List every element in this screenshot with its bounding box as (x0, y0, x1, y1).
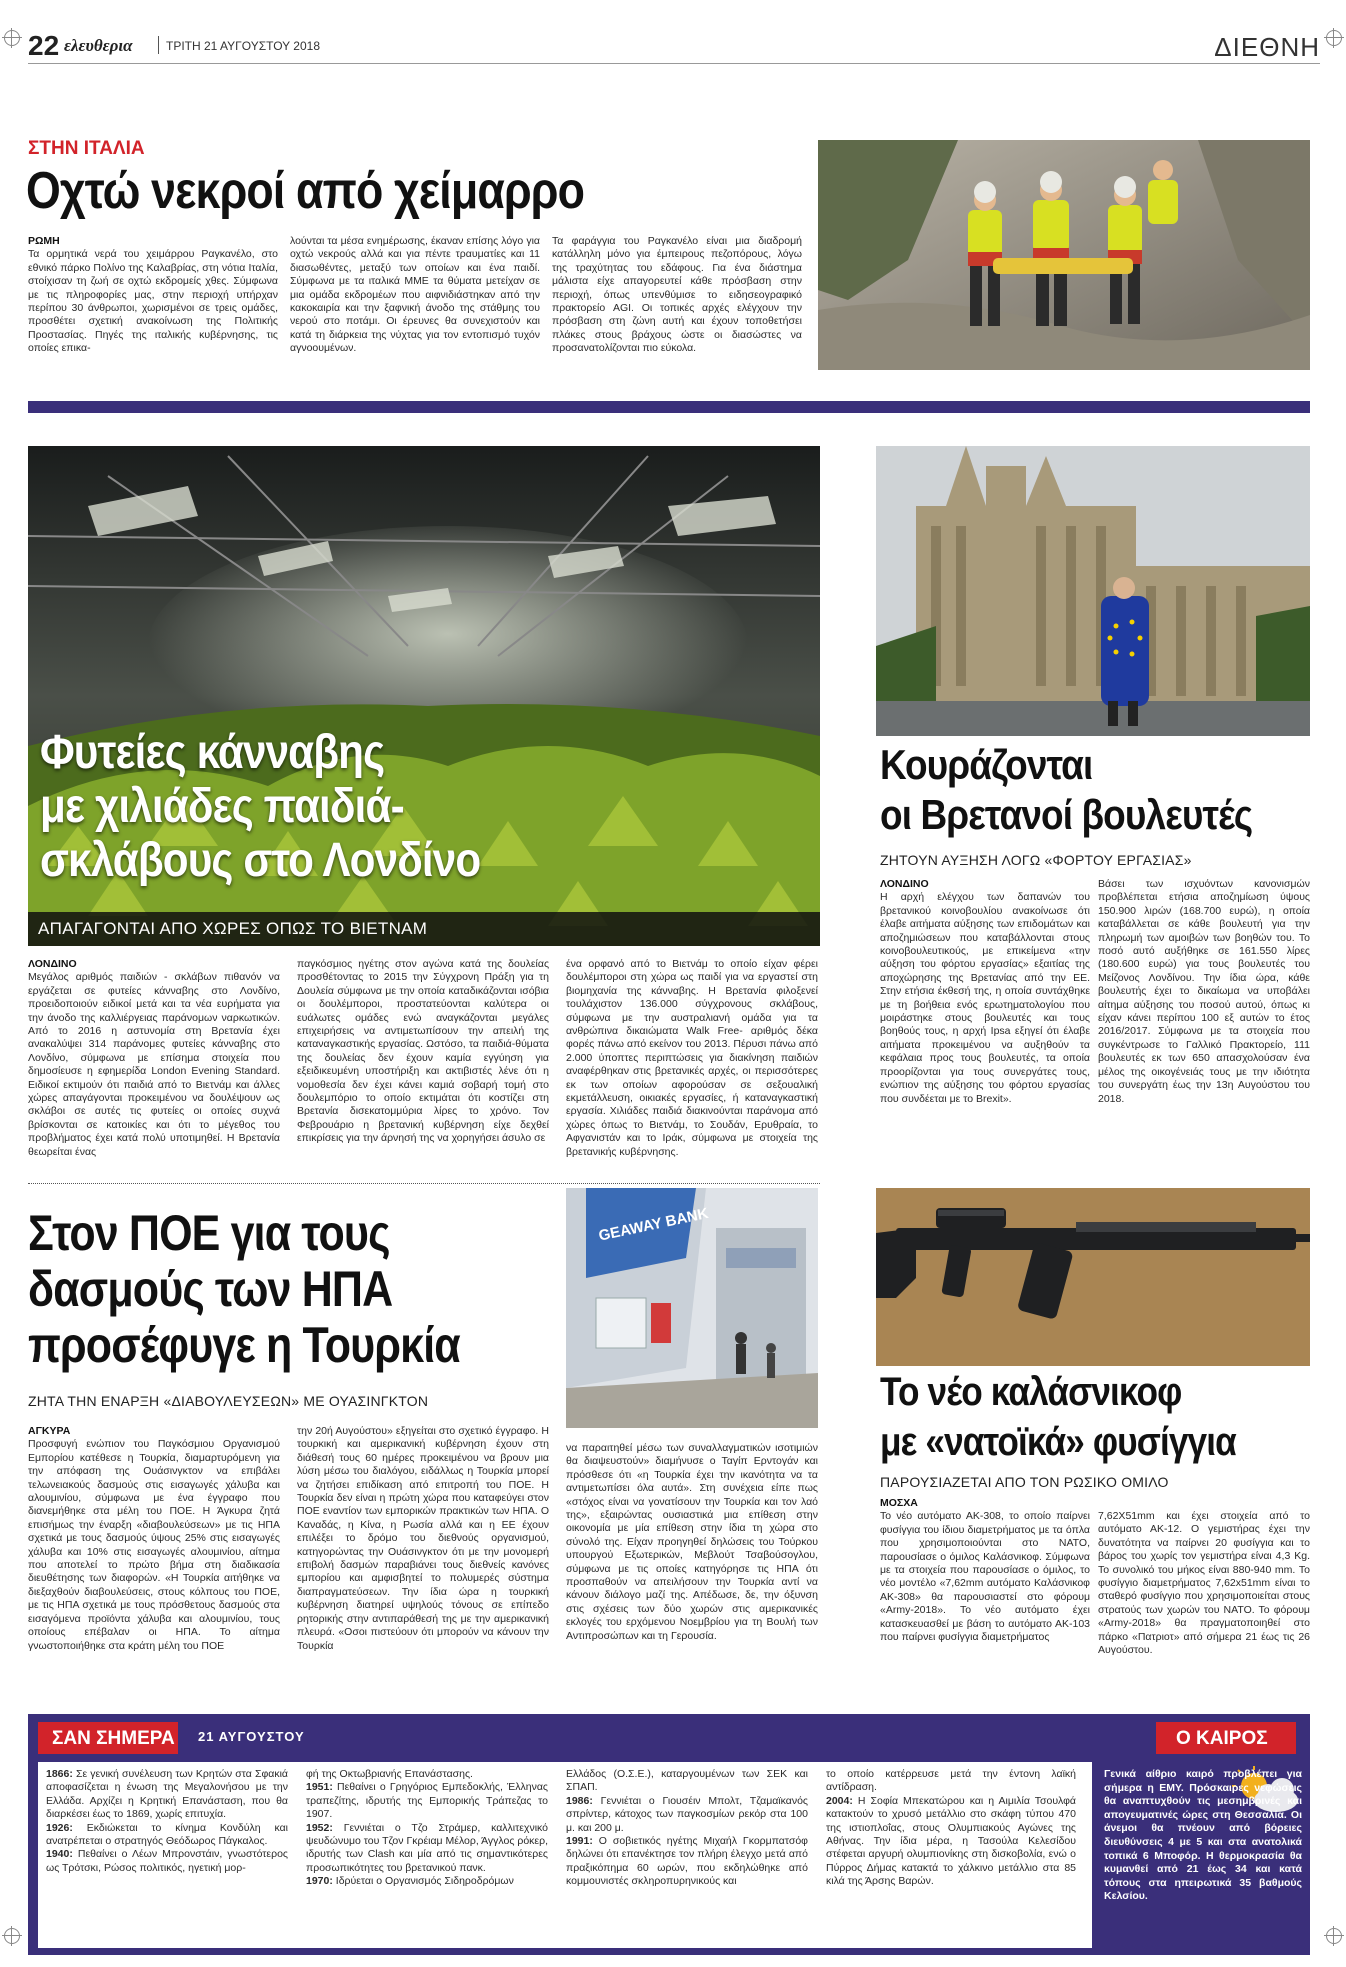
event-1940-cont-text: φή της Οκτωβριανής Επανάστασης. (306, 1768, 473, 1780)
mps-headline (880, 740, 1310, 840)
event-1926-text: Εκδιώκεται το κίνημα Κονδύλη και ανατρέπεται ο στρατηγός Θεόδωρος Πάγκαλος. (46, 1821, 288, 1848)
event-1926 (46, 1822, 288, 1849)
italy-column-3 (552, 235, 802, 356)
mps-text-1: Η αρχή ελέγχου των δαπανών του βρετανικού κοινοβουλίου ανακοίνωσε ότι έλαβε αιτήματα αύξησης των επιδομάτων και αποζημιώσεων που καταβάλλονται στους κοινοβουλευτικούς, με επικείμενα «την αύξηση του φόρτου εργασίας» εξαιτίας της αποχώρησης της Βρετανίας από την ΕΕ. Στην ετήσια έκθεσή της, η οποία συντάχθηκε με τη βοήθεια ενός ερωτηματολογίου που μοιράστηκε στους βουλευτές και τους βοηθούς τους, η αρχή Ipsa εξηγεί ότι έλαβε αιτήματα προκειμένου να αυξηθούν τα κεφάλαια προς τους βουλευτές, τα οποία προορίζονται για τους συνεργάτες τους, ενώπιον της αύξησης του φόρτου εργασίας που συνδέεται με το Brexit». (880, 891, 1090, 1105)
event-1866 (46, 1768, 288, 1822)
mps-headline-line-2: οι Βρετανοί βουλευτές (880, 791, 1253, 838)
kalashnikov-text-2: 7,62Χ51mm και έχει στοιχεία από το αυτόματο ΑΚ-12. Ο γεμιστήρας έχει την δυνατότητα να παίρνει 20 φυσίγγια και το βάρος του χωρίς τον γεμιστήρα είναι 4,3 Kg. Το συνολικό του μήκος είναι 880-940 mm. Το φυσίγγιο διαμετρήματος 7,62x51mm είναι το σταθερό φυσίγγιο που χρησιμοποιείται στους στρατούς των χωρών του ΝΑΤΟ. Το φόρουμ «Army-2018» θα πραγματοποιηθεί στο πάρκο «Πατριοτ» από σήμερα 21 έως τις 26 Αυγούστου. (1098, 1510, 1310, 1657)
bottom-band (28, 1714, 1310, 1955)
kalashnikov-headline (880, 1367, 1310, 1467)
event-2004-text: Η Σοφία Μπεκατώρου και η Αιμιλία Τσουλφά κατακτούν το χρυσό μετάλλιο στο σκάφη τύπου 470 της ιστιοπλοΐας, στους Ολυμπιακούς Αγώνες της Αθήνας. Την ίδια μέρα, η Τασούλα Κελεσίδου στέφεται αργυρή ολυμπιονίκης στη δισκοβολία, ενώ ο Πύρρος Δήμας κατακτά το χάλκινο μετάλλιο στα 85 κιλά της Άρσης Βαρών. (826, 1794, 1076, 1888)
event-1951 (306, 1781, 548, 1821)
kalashnikov-text-1: Το νέο αυτόματο ΑΚ-308, το οποίο παίρνει φυσίγγια του ίδιου διαμετρήματος με τα όπλα που χρησιμοποιούνται στο ΝΑΤΟ, παρουσίασε ο όμιλος Καλάσνικοφ. Σύμφωνα με τα στοιχεία που παρουσίασε ο όμιλος, το νέο μοντέλο «7,62mm αυτόματο Καλάσνικοφ ΑΚ-308» θα παρουσιαστεί στο φόρουμ «Army-2018». Το νέο αυτόματο έχει κατασκευασθεί με βάση το αυτόματο ΑΚ-103 που παίρνει φυσίγγια διαμετρήματος (880, 1510, 1090, 1644)
event-1940-year: 1940: (46, 1848, 73, 1861)
italy-text-1: Τα ορμητικά νερά του χειμάρρου Ραγκανέλο, στο εθνικό πάρκο Πολίνο της Καλαβρίας, στη νότια Ιταλία, στοίχισαν τη ζωή σε οχτώ εκδρομείς χθες. Σύμφωνα με τις πληροφορίες μας, στην περιοχή υπήρχαν περίπου 30 άνθρωποι, χωρισμένοι σε τρεις ομάδες, προσθέτει σχετική ανακοίνωση της Πολιτικής Προστασίας. Πηγές της ιταλικής κυβέρνησης, τις οποίες επικα- (28, 248, 278, 355)
event-1952-text: Γεννιέται ο Τζο Στράμερ, καλλιτεχνικό ψευδώνυμο του Τζον Γκρέιαμ Μέλορ, Άγγλος ρόκερ, ιδρυτής των Clash και μία από τις σημαντικότερες προσωπικότητες του βρετανικού πανκ. (306, 1821, 548, 1874)
turkey-text-2: την 20ή Αυγούστου» εξηγείται στο σχετικό έγγραφο. Η τουρκική και αμερικανική κυβέρνηση έχουν στη διάθεσή τους 60 ημέρες προκειμένου να βρουν μια λύση μέσω του διαλόγου, ειδάλλως η Τουρκία μπορεί να ζητήσει επιδίκαση από επιτροπή του ΠΟΕ. Η Τουρκία δεν είναι η πρώτη χώρα που καταφεύγει στον ΠΟΕ εναντίον των εμπορικών πρακτικών των ΗΠΑ. Ο Καναδάς, η Κίνα, η Ρωσία αλλά και η ΕΕ έχουν επιλέξει το δρόμο του διεθνούς οργανισμού, κατηγορώντας την Ουάσινγκτον ότι με την μονομερή επιβολή δασμών παραβιάνει τους διεθνείς κανόνες εμπορίου και αμφισβητεί το πολυμερές σύστημα διαπραγματεύσεων. Την ίδια ώρα η τουρκική κυβέρνηση διατηρεί υψηλούς τόνους σε επίπεδο ρητορικής στην αντιπαράθεσή της με την αμερικανική πλευρά. «Οσοι πιστεύουν ότι μπορούν να κάνουν την Τουρκία (297, 1425, 549, 1652)
event-1970-year: 1970: (306, 1875, 333, 1888)
san-simera-date: 21 ΑΥΓΟΥΣΤΟΥ (198, 1729, 305, 1744)
san-simera-title-box (38, 1722, 178, 1754)
paper-name: ελευθερια (64, 36, 133, 55)
event-1970-cont (566, 1768, 808, 1795)
cannabis-headline-line-1: Φυτείες κάνναβης (40, 726, 385, 779)
section-title: ΔΙΕΘΝΗ (1214, 32, 1320, 62)
event-1970 (306, 1875, 548, 1888)
event-1951-text: Πεθαίνει ο Γρηγόριος Εμπεδοκλής, Έλληνας τραπεζίτης, ιδρυτής της Εμπορικής Τράπεζας το 1907. (306, 1781, 548, 1821)
kalashnikov-dateline: ΜΟΣΧΑ (880, 1497, 918, 1509)
cannabis-text-2: παγκόσμιος ηγέτης στον αγώνα κατά της δουλείας προσθέτοντας το 2015 την Σύγχρονη Πράξη για τη Δουλεία σύμφωνα με την οποία καταδικάζονται ισόβια οι δουλέμποροι, προστατεύονται καλύτερα οι ευάλωτες ομάδες ενώ αναγκάζονται μεγάλες επιχειρήσεις να αντιμετωπίσουν την απειλή της καταναγκαστικής εργασίας. Ωστόσο, τα παιδιά-θύματα της δουλείας δεν έχουν καμία εγγύηση για εξειδικευμένη υποστήριξη και ακτιβιστές λένε ότι η νομοθεσία δεν έχει κάνει καμιά σοβαρή τομή στο δουλεμπόριο το οποίο εκτιμάται ότι κοστίζει στη Βρετανία δισεκατομμύρια λίρες το χρόνο. Τον Φεβρουάριο η βρετανική κυβέρνηση είχε δεχθεί επικρίσεις για την άρνησή της να χορηγήσει άσυλο σε (297, 958, 549, 1145)
bank-photo (566, 1188, 818, 1428)
turkey-headline-line-3: προσέφυγε η Τουρκία (28, 1317, 460, 1373)
kalashnikov-subhead: ΠΑΡΟΥΣΙΑΖΕΤΑΙ ΑΠΟ ΤΟΝ ΡΩΣΙΚΟ ΟΜΙΛΟ (880, 1474, 1169, 1490)
turkey-headline (28, 1205, 588, 1373)
event-1991-cont (826, 1768, 1076, 1795)
rifle-photo (876, 1188, 1310, 1366)
turkey-column-2 (297, 1425, 549, 1653)
italy-text-2: λούνται τα μέσα ενημέρωσης, έκαναν επίσης λόγο για οχτώ νεκρούς αλλά και για πέντε τραυματίες και 11 διασωθέντες, μεταξύ των οποίων και ένα παιδί. Σύμφωνα με τα ιταλικά ΜΜΕ τα θύματα μετείχαν σε μια ομάδα εκδρομέων που αιφνιδιάστηκαν από την κακοκαιρία και την ξαφνική άνοδο της στάθμης του νερού στο ποτάμι. Οι έρευνες θα συνεχιστούν και κατά τη διάρκεια της νύχτας για τον εντοπισμό τυχόν αγνοουμένων. (290, 235, 540, 355)
cannabis-text-3: ένα ορφανό από το Βιετνάμ το οποίο είχαν φέρει δουλέμποροι στη χώρα ως παιδί για να εργαστεί στη βιομηχανία της κάνναβης. Η Βρετανία φιλοξενεί τουλάχιστον 136.000 σύγχρονους σκλάβους, σύμφωνα με την αυστραλιανή ομάδα για τα ανθρώπινα δικαιώματα Walk Free- αριθμός δέκα φορές πάνω από εκείνον του 2013. Πέρυσι πάνω από 2.000 ύποπτες περιπτώσεις για διακίνηση παιδιών αναφέρθηκαν στις βρετανικές αρχές, οι περισσότερες εκ των οποίων αφορούσαν σε σεξουαλική εκμετάλλευση, οικιακές εργασίες, ή καταναγκαστική εργασία. Χιλιάδες παιδιά διακινούνται παράνομα από χώρες όπως το Βιετνάμ, το Σουδάν, Ερυθραία, το Αφγανιστάν και το Ιράκ, σύμφωνα με στοιχεία της βρετανικής κυβέρνησης. (566, 958, 818, 1158)
weather-title: Ο ΚΑΙΡΟΣ (1176, 1728, 1268, 1749)
italy-kicker: ΣΤΗΝ ΙΤΑΛΙΑ (28, 138, 145, 159)
event-1926-year: 1926: (46, 1821, 73, 1834)
event-2004-year: 2004: (826, 1794, 853, 1807)
event-1991-cont-text: το οποίο κατέρρευσε μετά την έντονη λαϊκή αντίδραση. (826, 1768, 1076, 1794)
mps-text-2: Βάσει των ισχυόντων κανονισμών προβλέπεται ετήσια αποζημίωση ύψους 150.900 λιρών (168.700 ευρώ), η οποία καταβάλλεται σε κάθε βουλευτή για την πληρωμή των αμοιβών των βοηθών του. Το ποσό αυτό αυξήθηκε σε 161.550 λίρες (180.600 ευρώ) για τους βουλευτές του Μείζονος Λονδίνου. Την ίδια ώρα, κάθε βουλευτής έχει το δικαίωμα να υποβάλει αίτημα αύξησης του ποσού αυτού, όπως κι είχαν κάνει περίπου 100 εξ αυτών το έτος 2016/2017. Σύμφωνα με τα στοιχεία που συγκέντρωσε το Γαλλικό Πρακτορείο, 111 βουλευτές εκ των 650 απασχολούσαν ένα μέλος της οικογένειάς τους με την ιδιότητα του συνεργάτη έως την 13η Αυγούστου του 2018. (1098, 878, 1310, 1105)
san-simera-column-1 (46, 1768, 288, 1875)
turkey-column-3 (566, 1442, 818, 1643)
san-simera-column-2 (306, 1768, 548, 1889)
mps-dateline: ΛΟΝΔΙΝΟ (880, 878, 929, 890)
event-1940-text: Πεθαίνει ο Λέων Μπρονστάιν, γνωστότερος ως Τρότσκι, Ρώσος πολιτικός, ηγετική μορ- (46, 1848, 288, 1874)
cannabis-headline-line-3: σκλάβους στο Λονδίνο (40, 834, 481, 887)
bank-sign-text: GEAWAY BANK (597, 1204, 710, 1245)
san-simera-column-4 (826, 1768, 1076, 1889)
mps-column-2 (1098, 878, 1310, 1106)
cannabis-column-2 (297, 958, 549, 1146)
registration-mark-bottom-left (4, 1928, 20, 1944)
italy-column-2 (290, 235, 540, 356)
kalashnikov-column-1 (880, 1497, 1090, 1644)
parliament-photo (876, 446, 1310, 736)
event-1940 (46, 1848, 288, 1875)
mps-headline-line-1: Κουράζονται (880, 741, 1093, 788)
event-1866-text: Σε γενική συνέλευση των Κρητών στα Σφακιά αποφασίζεται η ένωση της Μεγαλονήσου με την Ελλάδα. Αρχίζει η Κρητική Επανάσταση, που θα διαρκέσει έως το 1869, χωρίς επιτυχία. (46, 1768, 288, 1821)
san-simera-panel (38, 1762, 1092, 1948)
event-1991 (566, 1835, 808, 1889)
event-1991-text: Ο σοβιετικός ηγέτης Μιχαήλ Γκορμπατσόφ δηλώνει ότι επανέκτησε τον πλήρη έλεγχο μετά από πραξικόπημα 60 ωρών, που εκδηλώθηκε από κομμουνιστές σκληροπυρηνικούς και (566, 1835, 808, 1888)
issue-date: ΤΡΙΤΗ 21 ΑΥΓΟΥΣΤΟΥ 2018 (166, 39, 320, 53)
registration-mark-bottom-right (1326, 1928, 1342, 1944)
event-1952 (306, 1822, 548, 1876)
weather-panel (1102, 1762, 1302, 1948)
turkey-column-1 (28, 1425, 280, 1653)
event-1951-year: 1951: (306, 1781, 333, 1794)
page-number: 22 (28, 30, 60, 61)
italy-dateline: ΡΩΜΗ (28, 235, 60, 247)
cannabis-headline-line-2: με χιλιάδες παιδιά- (40, 780, 404, 833)
event-1970-cont-text: Ελλάδος (Ο.Σ.Ε.), καταργουμένων των ΣΕΚ και ΣΠΑΠ. (566, 1768, 808, 1794)
san-simera-column-3 (566, 1768, 808, 1889)
event-1986 (566, 1795, 808, 1835)
event-1866-year: 1866: (46, 1768, 73, 1780)
header-divider (158, 36, 159, 54)
cannabis-dateline: ΛΟΝΔΙΝΟ (28, 958, 77, 970)
event-1991-year: 1991: (566, 1835, 593, 1848)
san-simera-title: ΣΑΝ ΣΗΜΕΡΑ (52, 1728, 175, 1749)
weather-title-box (1156, 1722, 1296, 1754)
turkey-text-3: να παραιτηθεί μέσω των συναλλαγματικών ισοτιμιών θα διαψευστούν» διαμήνυσε ο Ταγίπ Ερντογάν και πρόσθεσε ότι «η Τουρκία έχει την ικανότητα να τα αντιμετωπίσει όλα αυτά». Στη συνέχεια είπε πως «στόχος είναι να γονατίσουν την Τουρκία και τον λαό της», εξαιρώντας ουσιαστικά μια επίθεση στην οικονομία με μία επίθεση στην ίδια τη χώρα στο σύνολό της. Είχαν προηγηθεί δηλώσεις του Τούρκου υπουργού Εξωτερικών, Μεβλούτ Τσαβούσογλου, σύμφωνα με τις οποίες κατηγόρησε τις ΗΠΑ ότι προσπαθούν να απειλήσουν την Τουρκία αντί να κάνουν διάλογο μαζί της. Απέδωσε, δε, την όξυνση στις σχέσεις των δύο χωρών στις αμερικανικές εκλογές του ερχόμενου Νοεμβρίου για τη Βουλή των Αντιπροσώπων και τη Γερουσία. (566, 1442, 818, 1642)
mid-dotted-rule (28, 1183, 820, 1184)
event-2004 (826, 1795, 1076, 1889)
mps-subhead: ΖΗΤΟΥΝ ΑΥΞΗΣΗ ΛΟΓΩ «ΦΟΡΤΟΥ ΕΡΓΑΣΙΑΣ» (880, 852, 1192, 868)
italy-headline: Οχτώ νεκροί από χείμαρρο (26, 162, 585, 220)
event-1940-cont (306, 1768, 548, 1781)
rescue-photo (818, 140, 1310, 370)
section-divider-bar (28, 401, 1310, 413)
weather-text: Γενικά αίθριο καιρό προβλέπει για σήμερα η ΕΜΥ. Πρόσκαιρες νεφώσεις θα αναπτυχθούν τις μεσημβρινές και απογευματινές ώρες στη Θεσσαλία. Οι άνεμοι θα πνέουν από βόρειες διευθύνσεις 4 με 5 και στα ανατολικά τοπικά 6 Μποφόρ. Η θερμοκρασία θα κυμανθεί από 21 έως 34 και κατά τόπους στα ηπειρωτικά 35 βαθμούς Κελσίου. (1104, 1768, 1302, 1903)
turkey-text-1: Προσφυγή ενώπιον του Παγκόσμιου Οργανισμού Εμπορίου κατέθεσε η Τουρκία, διαμαρτυρόμενη για την απόφαση της Ουάσινγκτον να επιβάλει τελωνειακούς δασμούς στις εισαγωγές χάλυβα και αλουμινίου, σύμφωνα με ένα έγγραφο που διανεμήθηκε στα μέλη του ΠΟΕ. Η Άγκυρα ζητά επισήμως την έναρξη «διαβουλεύσεων» με τις ΗΠΑ σχετικά με τους δασμούς ύψους 25% στις εισαγωγές χάλυβα και 10% στις εισαγωγές αλουμινίου, αίτημα που αποτελεί το πρώτο βήμα στη διαδικασία διευθέτησης των διαφορών. «Η Τουρκία αιτήθηκε να διεξαχθούν διαβουλεύσεις, στους κόλπους του ΠΟΕ, με τις ΗΠΑ σχετικά με τους πρόσθετους δασμούς στα εισαγόμενα προϊόντα χάλυβα και αλουμινίου, τους οποίους επέβαλαν οι ΗΠΑ. Το αίτημα γνωστοποιήθηκε στα κράτη μέλη του ΠΟΕ (28, 1438, 280, 1652)
cannabis-subhead-band (28, 912, 820, 946)
kalashnikov-column-2 (1098, 1510, 1310, 1657)
turkey-headline-line-1: Στον ΠΟΕ για τους (28, 1205, 390, 1261)
turkey-headline-line-2: δασμούς των ΗΠΑ (28, 1261, 393, 1317)
kalashnikov-headline-line-2: με «νατοϊκά» φυσίγγια (880, 1420, 1236, 1464)
header-rule (28, 63, 1320, 64)
registration-mark-top-left (4, 30, 20, 46)
turkey-subhead: ΖΗΤΑ ΤΗΝ ΕΝΑΡΞΗ «ΔΙΑΒΟΥΛΕΥΣΕΩΝ» ΜΕ ΟΥΑΣΙΝΓΚΤΟΝ (28, 1393, 429, 1409)
page-header (28, 30, 1320, 60)
turkey-dateline: ΑΓΚΥΡΑ (28, 1425, 71, 1437)
event-1970-text: Ιδρύεται ο Οργανισμός Σιδηροδρόμων (332, 1875, 514, 1888)
italy-text-3: Τα φαράγγια του Ραγκανέλο είναι μια διαδρομή κατάλληλη μόνο για έμπειρους πεζοπόρους, λόγω της τραχύτητας του εδάφους. Για ένα διάστημα μάλιστα είχε απαγορευτεί κάθε πρόσβαση στην περιοχή, όπως υπενθύμισε το ειδησεογραφικό πρακτορείο AGI. Οι τοπικές αρχές ελέγχουν την πρόσβαση στη ζώνη αυτή και έχουν τοποθετήσει πλάκες στους βράχους ώστε οι διασώστες να προσανατολίζονται πιο εύκολα. (552, 235, 802, 355)
mps-column-1 (880, 878, 1090, 1106)
cannabis-text-1: Μεγάλος αριθμός παιδιών - σκλάβων πιθανόν να εργάζεται σε φυτείες κάνναβης στο Λονδίνο, προειδοποιούν ειδικοί μετά και τα νέα ευρήματα για την άνοδο της καλλιέργειας παράνομων ναρκωτικών. Από το 2016 η αστυνομία στη Βρετανία έχει ανακαλύψει 314 παράνομες φυτείες κάνναβης στο Λονδίνο, σύμφωνα με επίσημα στοιχεία που δημοσίευσε η εφημερίδα London Evening Standard. Ειδικοί εκτιμούν ότι παιδιά από το Βιετνάμ και άλλες χώρες απαγάγονται προκειμένου να δουλέψουν ως σκλάβοι σε αυτές τις φυτείες οι οποίες συχνά βρίσκονται σε κατοικίες και ότι το μέγεθος του προβλήματος έχει κατά πολύ υποτιμηθεί. Η Βρετανία θεωρείται ένας (28, 971, 280, 1158)
event-1952-year: 1952: (306, 1821, 333, 1834)
cannabis-column-1 (28, 958, 280, 1159)
event-1986-year: 1986: (566, 1794, 593, 1807)
event-1986-text: Γεννιέται ο Γιουσέιν Μπολτ, Τζαμαϊκανός σπρίντερ, κάτοχος των παγκοσμίων ρεκόρ στα 100 μ. και 200 μ. (566, 1794, 808, 1834)
registration-mark-top-right (1326, 30, 1342, 46)
cannabis-column-3 (566, 958, 818, 1159)
kalashnikov-headline-line-1: Το νέο καλάσνικοφ (880, 1370, 1182, 1414)
italy-column-1 (28, 235, 278, 356)
cannabis-subhead: ΑΠΑΓΑΓΟΝΤΑΙ ΑΠΟ ΧΩΡΕΣ ΟΠΩΣ ΤΟ ΒΙΕΤΝΑΜ (38, 919, 428, 938)
cannabis-headline (40, 726, 800, 888)
